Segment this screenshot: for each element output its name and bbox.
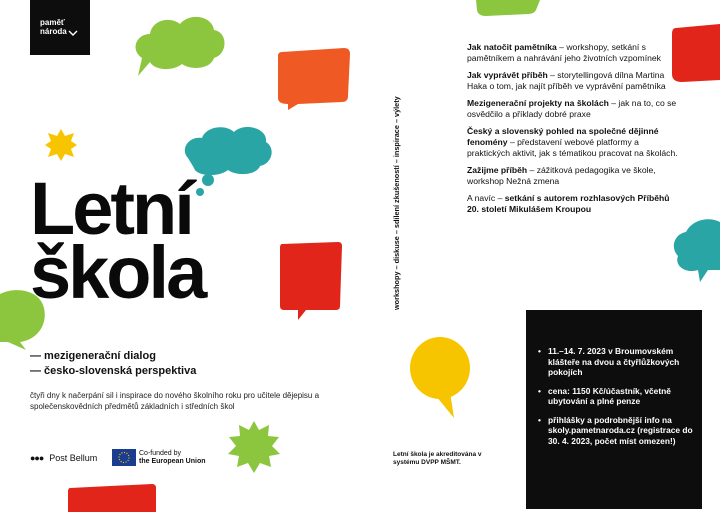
eu-cofunded-label: [139, 450, 206, 466]
topic-title: Mezigenerační projekty na školách: [467, 98, 609, 108]
main-title: [30, 167, 205, 314]
title-line-1: Letní: [30, 167, 192, 250]
topics-list: [467, 42, 682, 221]
info-item-registration: • přihlášky a podrobnější info na skoly.pametnaroda.cz (registrace do 30. 4. 2023, počet míst omezen!): [548, 415, 694, 447]
topic-item: [467, 126, 682, 159]
green-star-bubble: [226, 420, 282, 476]
topic-title: Jak vyprávět příběh: [467, 70, 548, 80]
accreditation-note: Letní škola je akreditována v systému DVPP MŠMT.: [393, 451, 482, 466]
post-bellum-logo: [30, 454, 97, 464]
vertical-tagline: [392, 40, 406, 310]
topic-item: [467, 70, 682, 92]
pametnaroda-logo: [30, 0, 90, 55]
topic-item: [467, 42, 682, 64]
topic-item: [467, 98, 682, 120]
subtitle-line-2: — česko-slovenská perspektiva: [30, 365, 197, 377]
topic-text: – zážitková pedagogika ve škole, workshop Nežná zmena: [467, 165, 656, 186]
info-item-dates: • 11.–14. 7. 2023 v Broumovském klášteře na dvou a čtyřlůžkových pokojích: [548, 346, 694, 378]
extra-text: setkání s autorem rozhlasových Příběhů 20. století Mikulášem Kroupou: [467, 193, 670, 214]
eu-line-2: the European Union: [139, 458, 206, 465]
logo-line-1: paměť: [40, 18, 65, 27]
extra-item: [467, 193, 682, 215]
topic-title: Jak natočit pamětníka: [467, 42, 557, 52]
topic-text: – jak na to, co se osvědčilo a příklady dobré praxe: [467, 98, 677, 119]
red-bottom-bubble: [66, 482, 158, 512]
vertical-tagline-text: workshopy – diskuse – sdílení zkušeností – inspirace – výlety: [392, 96, 401, 310]
green-top-bubble: [474, 0, 542, 18]
subtitle: [30, 349, 196, 379]
subtitle-line-1: — mezigenerační dialog: [30, 350, 156, 362]
green-cloud-bubble: [130, 10, 230, 80]
logo-check-icon: [68, 30, 78, 36]
topic-title: Zažijme příběh: [467, 165, 528, 175]
extra-prefix: A navíc –: [467, 193, 505, 203]
topic-item: [467, 165, 682, 187]
topic-text: – workshopy, setkání s pamětníkem a nahrávání jeho životních vzpomínek: [467, 42, 661, 63]
description: čtyři dny k načerpání sil i inspirace do nového školního roku pro učitele dějepisu a společenskovědních předmětů základních i středních škol: [30, 391, 320, 411]
yellow-star-bubble: [44, 128, 78, 162]
title-line-2: škola: [30, 231, 205, 314]
logo-line-2: národa: [40, 27, 67, 36]
red-speech-bubble: [276, 238, 346, 322]
post-bellum-label: Post Bellum: [49, 453, 98, 463]
eu-line-1: Co-funded by: [139, 450, 182, 457]
info-item-price: • cena: 1150 Kč/účastník, včetně ubytování a plné penze: [548, 386, 694, 407]
topic-text: – storytellingová dílna Martina Haka o tom, jak najít příběh ve vyprávění pamětníka: [467, 70, 666, 91]
info-box: [526, 310, 702, 509]
post-bellum-dots-icon: ●●●: [30, 453, 44, 463]
eu-flag-icon: [112, 449, 136, 466]
topic-text: – představení webové platformy a praktických aktivit, jak s tématikou pracovat na školách.: [467, 137, 678, 158]
yellow-round-bubble: [406, 334, 472, 420]
teal-right-bubble: [668, 216, 720, 284]
orange-speech-bubble: [272, 44, 352, 112]
topic-title: Český a slovenský pohled na společné dějinné fenomény: [467, 126, 659, 147]
